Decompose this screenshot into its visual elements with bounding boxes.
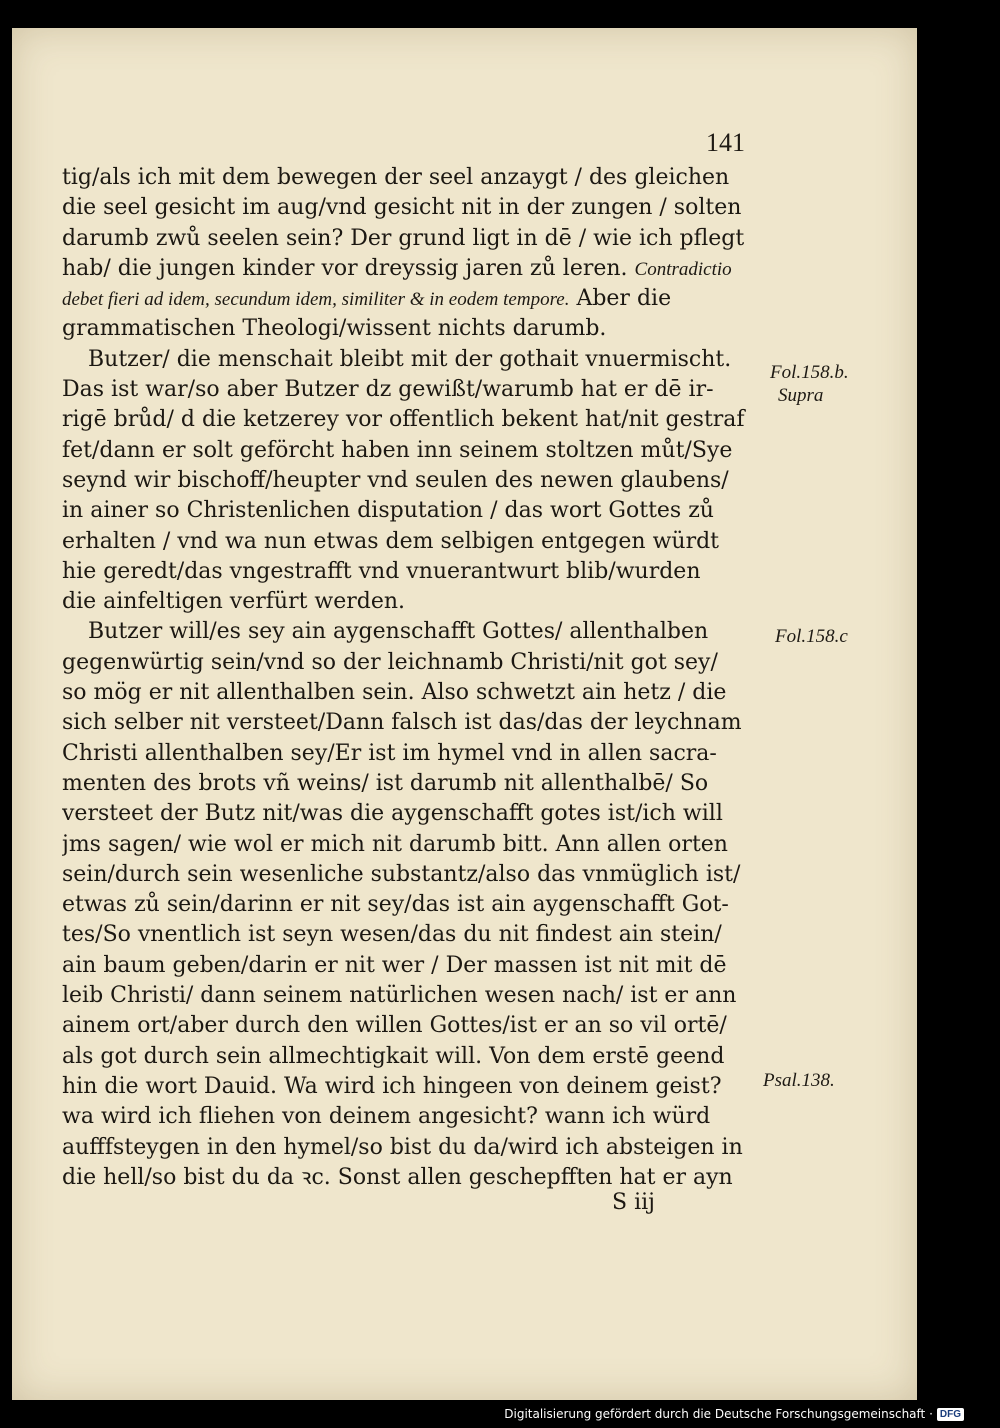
line-text: wa wird ich fliehen von deinem angesicht? wann ich würd [62, 1104, 711, 1130]
line-text: hie geredt/das vngestrafft vnd vnuerantwurt blib/wurden [62, 558, 701, 584]
page-number: 141 [706, 128, 745, 157]
footer-credit-text: Digitalisierung gefördert durch die Deutsche Forschungsgemeinschaft · [504, 1407, 933, 1421]
text-line [62, 254, 762, 284]
text-line [62, 527, 762, 557]
digitization-footer [504, 1407, 964, 1421]
margin-note-supra: Supra [778, 385, 824, 406]
text-line [62, 617, 762, 647]
line-text: jms sagen/ wie wol er mich nit darumb bitt. Ann allen orten [62, 831, 728, 857]
line-text: gegenwürtig sein/vnd so der leichnamb Christi/nit got sey/ [62, 649, 718, 675]
line-text: versteet der Butz nit/was die aygenschafft gotes ist/ich will [62, 801, 723, 827]
line-text: so mög er nit allenthalben sein. Also schwetzt ain hetz / die [62, 680, 727, 706]
line-text: Butzer will/es sey ain aygenschafft Gottes/ allenthalben [88, 619, 709, 645]
line-text: Das ist war/so aber Butzer dz gewißt/warumb hat er dē ir- [62, 377, 714, 403]
text-line [62, 708, 762, 738]
text-line [62, 314, 762, 344]
line-text: tig/als ich mit dem bewegen der seel anzaygt / des gleichen [62, 165, 730, 190]
text-line [62, 1042, 762, 1072]
text-line [62, 981, 762, 1011]
margin-note-psal-138: Psal.138. [763, 1070, 835, 1091]
text-line [62, 739, 762, 769]
text-line [62, 496, 762, 526]
text-line [62, 375, 762, 405]
line-text: als got durch sein allmechtigkait will. Von dem erstē geend [62, 1043, 725, 1069]
line-text: hin die wort Dauid. Wa wird ich hingeen von deinem geist? [62, 1073, 722, 1099]
line-text: sich selber nit versteet/Dann falsch ist das/das der leychnam [62, 710, 742, 736]
line-text: seynd wir bischoff/heupter vnd seulen des newen glaubens/ [62, 467, 729, 493]
text-line [62, 436, 762, 466]
line-text: ain baum geben/darin er nit wer / Der massen ist nit mit dē [62, 952, 727, 978]
line-text: die seel gesicht im aug/vnd gesicht nit in der zungen / solten [62, 195, 742, 221]
text-line [62, 951, 762, 981]
text-line [62, 163, 762, 193]
dfg-logo-icon: DFG [937, 1408, 964, 1421]
text-line [62, 1163, 762, 1193]
signature-mark: S iij [612, 1190, 655, 1215]
text-line [62, 890, 762, 920]
main-text-block [62, 163, 762, 1193]
text-line [62, 466, 762, 496]
text-line [62, 345, 762, 375]
line-text: etwas zů sein/darinn er nit sey/das ist ain aygenschafft Got- [62, 892, 729, 918]
margin-note-fol-158c: Fol.158.c [775, 626, 848, 647]
text-line [62, 799, 762, 829]
line-text: leib Christi/ dann seinem natürlichen wesen nach/ ist er ann [62, 983, 737, 1009]
margin-note-fol-158b: Fol.158.b. [770, 362, 849, 383]
line-text: ainem ort/aber durch den willen Gottes/ist er an so vil ortē/ [62, 1013, 727, 1039]
text-line [62, 678, 762, 708]
line-text: aufffsteygen in den hymel/so bist du da/wird ich absteigen in [62, 1134, 743, 1160]
line-text: in ainer so Christenlichen disputation / das wort Gottes zů [62, 498, 714, 524]
line-text: Christi allenthalben sey/Er ist im hymel vnd in allen sacra- [62, 740, 717, 766]
line-text: menten des brots vñ weins/ ist darumb nit allenthalbē/ So [62, 770, 709, 796]
text-line [62, 1102, 762, 1132]
text-line [62, 920, 762, 950]
text-line [62, 557, 762, 587]
text-line [62, 224, 762, 254]
text-line [62, 648, 762, 678]
line-text: Butzer/ die menschait bleibt mit der gothait vnuermischt. [88, 346, 732, 372]
line-text: hab/ die jungen kinder vor dreyssig jaren zů leren. [62, 255, 628, 281]
text-line [62, 193, 762, 223]
text-line [62, 1072, 762, 1102]
text-line [62, 284, 762, 314]
line-text: rigē brůd/ d die ketzerey vor offentlich bekent hat/nit gestraf [62, 407, 745, 433]
text-line [62, 1011, 762, 1041]
line-text: fet/dann er solt geförcht haben inn seinem stoltzen můt/Sye [62, 437, 733, 463]
line-text: sein/durch sein wesenliche substantz/also das vnmüglich ist/ [62, 861, 741, 887]
line-text: erhalten / vnd wa nun etwas dem selbigen entgegen würdt [62, 528, 720, 554]
latin-quotation: debet fieri ad idem, secundum idem, similiter & in eodem tempore. [62, 289, 570, 311]
text-line [62, 769, 762, 799]
text-line [62, 405, 762, 435]
text-line [62, 587, 762, 617]
text-line [62, 860, 762, 890]
line-text: die hell/so bist du da ꝛc. Sonst allen geschepfften hat er ayn [62, 1164, 733, 1190]
line-text: tes/So vnentlich ist seyn wesen/das du nit findest ain stein/ [62, 922, 722, 948]
line-text-continued: Aber die [569, 286, 672, 312]
line-text: darumb zwů seelen sein? Der grund ligt in dē / wie ich pflegt [62, 225, 745, 251]
text-line [62, 1133, 762, 1163]
line-text: die ainfeltigen verfürt werden. [62, 589, 406, 615]
latin-quotation: Contradictio [634, 258, 732, 280]
line-text: grammatischen Theologi/wissent nichts darumb. [62, 316, 607, 342]
text-line [62, 830, 762, 860]
